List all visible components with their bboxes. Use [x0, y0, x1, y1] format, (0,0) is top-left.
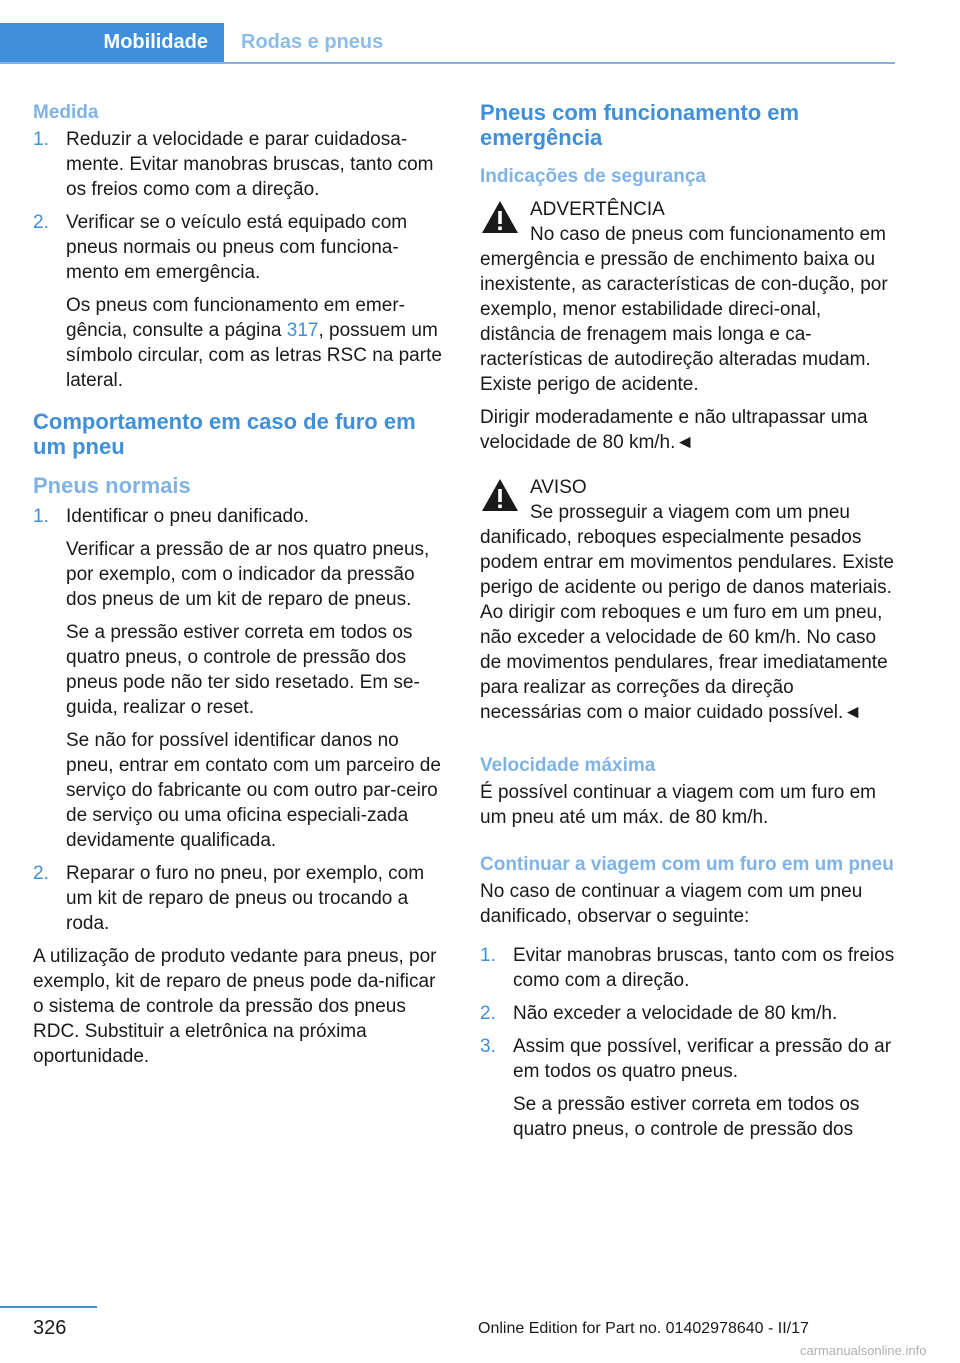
list-item: [33, 504, 443, 853]
warning-text: No caso de pneus com funcionamento em emergência e pressão de enchimento baixa ou inexistente, as características de con-dução, por exemplo, menor estabilidade direci-onal, distância de frenagem mais longa e ca-racterísticas de autodireção alteradas mudam. Existe perigo de acidente.: [480, 224, 888, 395]
heading-continue: Continuar a viagem com um furo em um pneu: [480, 854, 894, 875]
left-column: [33, 100, 443, 1077]
list-text: Evitar manobras bruscas, tanto com os freios como com a direção.: [513, 945, 895, 991]
steps-list-2: [33, 504, 443, 936]
list-text: Não exceder a velocidade de 80 km/h.: [513, 1003, 838, 1024]
list-number: 1.: [33, 506, 49, 527]
warning-box: [480, 197, 896, 455]
warning-triangle-icon: [480, 477, 520, 513]
list-subtext: Se a pressão estiver correta em todos os quatro pneus, o controle de pressão dos: [513, 1094, 860, 1140]
list-subtext: [66, 293, 443, 393]
tab-rodas-e-pneus[interactable]: Rodas e pneus: [241, 31, 384, 53]
list-item: [480, 1001, 896, 1026]
notice-text: Se prosseguir a viagem com um pneu danificado, reboques especialmente pesados podem entrar em movimentos pendulares. Existe perigo de acidente ou perigo de danos materiais. Ao dirigir com reboques e um furo em um pneu, não exceder a velocidade de 60 km/h. No caso de movimentos pendulares, frear imediatamente para realizar as correções da direção necessárias com o maior cuidado possível.◄: [480, 502, 894, 723]
list-text: Assim que possível, verificar a pressão do ar em todos os quatro pneus.: [513, 1036, 892, 1082]
heading-safety: Indicações de segurança: [480, 166, 706, 187]
list-item: [33, 127, 443, 202]
tab-mobilidade[interactable]: Mobilidade: [0, 23, 224, 62]
list-subtext: Se não for possível identificar danos no pneu, entrar em contato com um parceiro de serviço do fabricante ou com outro par-ceiro de serviço ou uma oficina especiali-zada devidamente qualificada.: [66, 730, 441, 851]
page-number: 326: [33, 1317, 67, 1339]
list-text: Identificar o pneu danificado.: [66, 506, 309, 527]
closing-paragraph: A utilização de produto vedante para pneus, por exemplo, kit de reparo de pneus pode da-nificar o sistema de controle da pressão dos pneus RDC. Substituir a eletrônica na próxima oportunidade.: [33, 946, 437, 1067]
warning-title: ADVERTÊNCIA: [530, 199, 665, 220]
page-header: [0, 0, 895, 64]
list-text: Reparar o furo no pneu, por exemplo, com um kit de reparo de pneus ou trocando a roda.: [66, 863, 425, 934]
list-text: Verificar se o veículo está equipado com pneus normais ou pneus com funciona-mento em emergência.: [66, 212, 408, 283]
list-subtext: Se a pressão estiver correta em todos os quatro pneus, o controle de pressão dos pneus pode não ter sido resetado. Em se-guida, realizar o reset.: [66, 622, 420, 718]
list-number: 1.: [33, 129, 49, 150]
steps-list-1: [33, 127, 443, 393]
list-item: [480, 1034, 896, 1142]
notice-box: [480, 475, 896, 725]
speed-text: É possível continuar a viagem com um furo em um pneu até um máx. de 80 km/h.: [480, 782, 877, 828]
page-link[interactable]: 317: [286, 320, 319, 341]
list-number: 2.: [480, 1003, 496, 1024]
continue-text: No caso de continuar a viagem com um pneu danificado, observar o seguinte:: [480, 881, 863, 927]
warning-text-2: Dirigir moderadamente e não ultrapassar uma velocidade de 80 km/h.◄: [480, 407, 868, 453]
steps-list-right: [480, 943, 896, 1142]
list-text: Reduzir a velocidade e parar cuidadosa-mente. Evitar manobras bruscas, tanto com os freios como com a direção.: [66, 129, 434, 200]
heading-pneus-normais: Pneus normais: [33, 473, 191, 498]
notice-title: AVISO: [530, 477, 587, 498]
note-text-post: , possuem um símbolo circular, com as letras RSC na parte lateral.: [66, 320, 442, 391]
footer-rule: [0, 1306, 97, 1308]
edition-text: Online Edition for Part no. 01402978640 - II/17: [478, 1320, 809, 1337]
list-item: [480, 943, 896, 993]
list-number: 1.: [480, 945, 496, 966]
heading-comportamento: Comportamento em caso de furo em um pneu: [33, 409, 416, 459]
list-number: 3.: [480, 1036, 496, 1057]
heading-rsc: Pneus com funcionamento em emergência: [480, 100, 800, 150]
watermark: carmanualsonline.info: [800, 1343, 927, 1358]
right-column: [480, 100, 896, 1150]
list-item: [33, 861, 443, 936]
list-number: 2.: [33, 863, 49, 884]
heading-speed: Velocidade máxima: [480, 755, 656, 776]
list-item: [33, 210, 443, 393]
note-text-pre: Os pneus com funcionamento em emer-gência, consulte a página: [66, 295, 405, 341]
warning-triangle-icon: [480, 199, 520, 235]
heading-medida: Medida: [33, 102, 99, 123]
list-subtext: Verificar a pressão de ar nos quatro pneus, por exemplo, com o indicador da pressão dos pneus de um kit de reparo de pneus.: [66, 539, 430, 610]
list-number: 2.: [33, 212, 49, 233]
